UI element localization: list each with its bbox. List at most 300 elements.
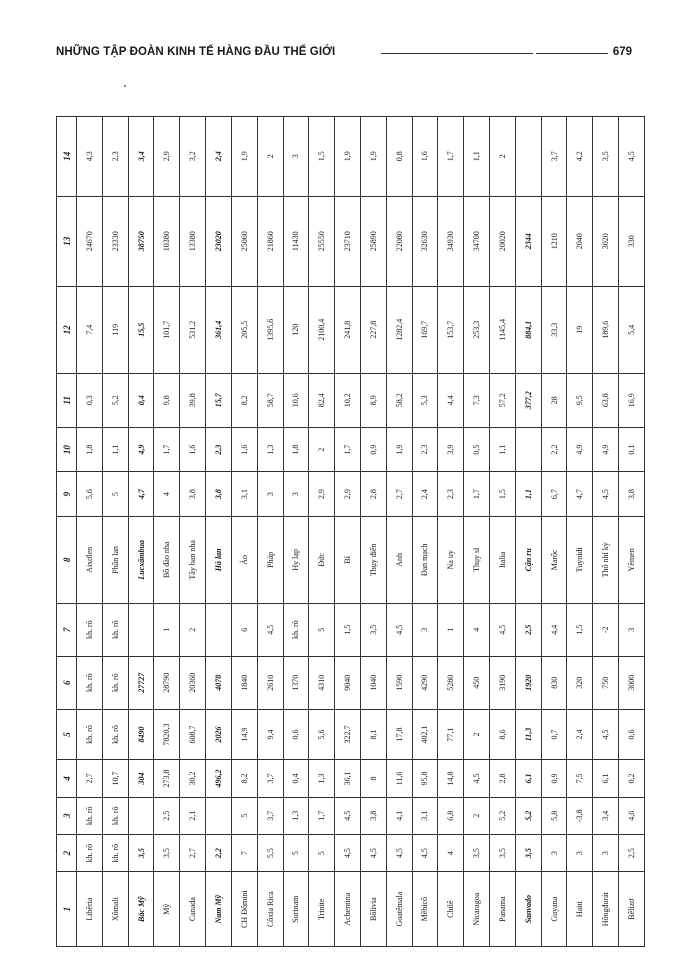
table-cell: 28790 bbox=[154, 656, 180, 709]
table-cell: 3,7 bbox=[257, 797, 283, 834]
column-number: 12 bbox=[57, 286, 77, 373]
table-cell: 6,1 bbox=[515, 760, 541, 797]
table-cell: 1,5 bbox=[335, 603, 361, 656]
table-row bbox=[360, 117, 386, 947]
country-cell: Chilê bbox=[438, 872, 464, 947]
table-cell: 3 bbox=[619, 603, 645, 656]
table-row bbox=[102, 117, 128, 947]
country-cell: Bồ đào nha bbox=[154, 516, 180, 603]
table-cell: 2,5 bbox=[619, 834, 645, 871]
table-row bbox=[541, 117, 567, 947]
table-cell: 2 bbox=[464, 709, 490, 760]
table-cell: 1,7 bbox=[335, 427, 361, 472]
table-cell: 3,5 bbox=[515, 834, 541, 871]
table-cell: 4,9 bbox=[593, 427, 619, 472]
table-cell: kh. rõ bbox=[77, 656, 103, 709]
column-number: 6 bbox=[57, 656, 77, 709]
table-cell bbox=[515, 117, 541, 197]
table-cell: 8490 bbox=[128, 709, 154, 760]
table-cell: 320 bbox=[567, 656, 593, 709]
table-cell: 4,7 bbox=[128, 472, 154, 517]
table-cell: 1,8 bbox=[283, 427, 309, 472]
table-cell: 2040 bbox=[567, 196, 593, 286]
table-cell: 2 bbox=[257, 117, 283, 197]
table-cell: 6,1 bbox=[593, 760, 619, 797]
table-cell: 5,4 bbox=[619, 286, 645, 373]
table-cell: 8 bbox=[360, 760, 386, 797]
table-cell: 3,8 bbox=[180, 472, 206, 517]
table-cell: 15,7 bbox=[206, 373, 232, 427]
country-cell: Pháp bbox=[257, 516, 283, 603]
table-cell: 27727 bbox=[128, 656, 154, 709]
table-cell: 3,7 bbox=[257, 760, 283, 797]
table-cell: 5,3 bbox=[412, 373, 438, 427]
country-cell: Bỉ bbox=[335, 516, 361, 603]
country-cell: Achentina bbox=[335, 872, 361, 947]
table-cell: 9,4 bbox=[257, 709, 283, 760]
table-cell: 322,7 bbox=[335, 709, 361, 760]
table-cell: 1,7 bbox=[309, 797, 335, 834]
table-cell: 25550 bbox=[309, 196, 335, 286]
table-cell: 30,2 bbox=[180, 760, 206, 797]
table-cell: 241,8 bbox=[335, 286, 361, 373]
table-cell: 9,5 bbox=[567, 373, 593, 427]
table-row bbox=[154, 117, 180, 947]
country-cell: Panama bbox=[490, 872, 516, 947]
table-row bbox=[77, 117, 103, 947]
table-cell: 3,5 bbox=[490, 834, 516, 871]
table-cell: 2,9 bbox=[154, 117, 180, 197]
table-cell: 32630 bbox=[412, 196, 438, 286]
table-cell: 16,9 bbox=[619, 373, 645, 427]
table-cell: 3,8 bbox=[360, 797, 386, 834]
table-cell: 4,5 bbox=[619, 117, 645, 197]
table-cell: 8,1 bbox=[360, 709, 386, 760]
table-row bbox=[593, 117, 619, 947]
table-cell: 1,1 bbox=[102, 427, 128, 472]
table-cell: 20360 bbox=[180, 656, 206, 709]
table-cell: 10,2 bbox=[335, 373, 361, 427]
table-cell: 3 bbox=[412, 603, 438, 656]
table-cell bbox=[128, 603, 154, 656]
country-cell: Aixơlen bbox=[77, 516, 103, 603]
table-cell: 1590 bbox=[386, 656, 412, 709]
rotated-table bbox=[56, 116, 645, 947]
table-cell: 14,9 bbox=[231, 709, 257, 760]
table-cell: 4,1 bbox=[386, 797, 412, 834]
table-cell: 2100,4 bbox=[309, 286, 335, 373]
table-cell: 361,4 bbox=[206, 286, 232, 373]
running-head-rule bbox=[381, 53, 533, 54]
column-number: 9 bbox=[57, 472, 77, 517]
table-header-row bbox=[57, 117, 77, 947]
table-cell: 377,2 bbox=[515, 373, 541, 427]
country-cell: Thổ nhĩ kỳ bbox=[593, 516, 619, 603]
table-cell: 330 bbox=[619, 196, 645, 286]
table-cell: 0,9 bbox=[541, 760, 567, 797]
table-cell: 1,6 bbox=[231, 427, 257, 472]
table-cell: kh. rõ bbox=[283, 603, 309, 656]
country-cell: CH Đômini bbox=[231, 872, 257, 947]
table-cell: 1 bbox=[154, 603, 180, 656]
table-body bbox=[77, 117, 645, 947]
table-cell: 5 bbox=[231, 797, 257, 834]
table-cell: 1,9 bbox=[360, 117, 386, 197]
table-cell: kh. rõ bbox=[102, 834, 128, 871]
table-cell: 1,5 bbox=[567, 603, 593, 656]
table-cell: 101,7 bbox=[154, 286, 180, 373]
table-cell: 4,3 bbox=[77, 117, 103, 197]
table-cell: 4,5 bbox=[386, 834, 412, 871]
table-cell: 3 bbox=[283, 117, 309, 197]
table-cell: 5 bbox=[283, 834, 309, 871]
table-cell: 2,5 bbox=[515, 603, 541, 656]
table-cell: 19 bbox=[567, 286, 593, 373]
table-cell: 0,4 bbox=[283, 760, 309, 797]
country-cell: Libêria bbox=[77, 872, 103, 947]
table-cell: 884,1 bbox=[515, 286, 541, 373]
table-cell: 4,6 bbox=[619, 797, 645, 834]
table-cell: 4 bbox=[438, 834, 464, 871]
table-cell: 1,7 bbox=[438, 117, 464, 197]
table-row bbox=[206, 117, 232, 947]
table-cell: 4,5 bbox=[412, 834, 438, 871]
table-row bbox=[386, 117, 412, 947]
table-cell: 57,2 bbox=[490, 373, 516, 427]
table-row bbox=[231, 117, 257, 947]
table-cell: 3,5 bbox=[593, 117, 619, 197]
table-cell: 153,7 bbox=[438, 286, 464, 373]
table-cell: 1,9 bbox=[231, 117, 257, 197]
country-cell: Na uy bbox=[438, 516, 464, 603]
table-cell: 1210 bbox=[541, 196, 567, 286]
table-cell: 1,9 bbox=[335, 117, 361, 197]
table-cell: 1,1 bbox=[464, 117, 490, 197]
table-cell: 2,7 bbox=[386, 472, 412, 517]
running-head-rule bbox=[536, 53, 608, 54]
column-number: 4 bbox=[57, 760, 77, 797]
table-cell bbox=[206, 797, 232, 834]
table-cell: 0,1 bbox=[619, 427, 645, 472]
table-cell: 1040 bbox=[360, 656, 386, 709]
table-cell: 4,5 bbox=[386, 603, 412, 656]
table-cell: 4 bbox=[154, 472, 180, 517]
table-cell: 496,2 bbox=[206, 760, 232, 797]
table-cell: 4 bbox=[464, 603, 490, 656]
country-cell: Thụy sĩ bbox=[464, 516, 490, 603]
table-cell: 6,7 bbox=[541, 472, 567, 517]
table-cell: 5 bbox=[309, 603, 335, 656]
table-cell: 3,4 bbox=[593, 797, 619, 834]
table-cell: kh. rõ bbox=[77, 603, 103, 656]
statistics-table bbox=[56, 116, 645, 947]
column-number: 1 bbox=[57, 872, 77, 947]
country-cell: Đan mạch bbox=[412, 516, 438, 603]
country-cell: Mỹ bbox=[154, 872, 180, 947]
table-cell: 7,3 bbox=[464, 373, 490, 427]
table-cell: 253,3 bbox=[464, 286, 490, 373]
column-number: 8 bbox=[57, 516, 77, 603]
country-cell: Guyana bbox=[541, 872, 567, 947]
table-cell: 1,1 bbox=[515, 472, 541, 517]
table-cell: 4,5 bbox=[464, 760, 490, 797]
table-cell: 4,7 bbox=[567, 472, 593, 517]
table-cell: 1,5 bbox=[309, 117, 335, 197]
table-cell: 1,9 bbox=[386, 427, 412, 472]
table-cell: 3,8 bbox=[619, 472, 645, 517]
table-cell: 2,4 bbox=[412, 472, 438, 517]
table-cell: 1,6 bbox=[412, 117, 438, 197]
table-cell: 2,9 bbox=[335, 472, 361, 517]
column-number: 14 bbox=[57, 117, 77, 197]
table-cell: 7,4 bbox=[77, 286, 103, 373]
table-cell: 20020 bbox=[490, 196, 516, 286]
country-cell: Lucxămbua bbox=[128, 516, 154, 603]
table-cell: 23710 bbox=[335, 196, 361, 286]
table-cell: 2,1 bbox=[180, 797, 206, 834]
table-row bbox=[335, 117, 361, 947]
country-cell: Trinite bbox=[309, 872, 335, 947]
table-cell: 2 bbox=[490, 117, 516, 197]
country-cell: Tuynidi bbox=[567, 516, 593, 603]
table-cell: 33,3 bbox=[541, 286, 567, 373]
country-cell: Anh bbox=[386, 516, 412, 603]
table-cell: 3,1 bbox=[231, 472, 257, 517]
table-row bbox=[515, 117, 541, 947]
table-row bbox=[180, 117, 206, 947]
table-cell: 3,8 bbox=[206, 472, 232, 517]
table-cell bbox=[515, 427, 541, 472]
country-cell: Tây ban nha bbox=[180, 516, 206, 603]
table-cell: kh. rõ bbox=[77, 709, 103, 760]
table-cell: 5,5 bbox=[257, 834, 283, 871]
column-number: 3 bbox=[57, 797, 77, 834]
table-cell: 5 bbox=[309, 834, 335, 871]
table-cell: 3,4 bbox=[128, 117, 154, 197]
table-cell: kh. rõ bbox=[102, 656, 128, 709]
table-cell: 4,4 bbox=[438, 373, 464, 427]
country-cell: Mêhicô bbox=[412, 872, 438, 947]
country-cell: Haiti bbox=[567, 872, 593, 947]
table-cell: 1840 bbox=[231, 656, 257, 709]
table-cell: 2,9 bbox=[309, 472, 335, 517]
table-cell: 58,7 bbox=[257, 373, 283, 427]
table-cell: 14,8 bbox=[438, 760, 464, 797]
country-cell: Bắc Mỹ bbox=[128, 872, 154, 947]
table-cell: 2,7 bbox=[77, 760, 103, 797]
table-cell: 0,6 bbox=[619, 709, 645, 760]
table-cell: 1282,4 bbox=[386, 286, 412, 373]
table-cell: 4,9 bbox=[128, 427, 154, 472]
table-cell: 77,1 bbox=[438, 709, 464, 760]
table-cell: 0,7 bbox=[541, 709, 567, 760]
table-row bbox=[128, 117, 154, 947]
country-cell: Cận ru bbox=[515, 516, 541, 603]
country-cell: Italia bbox=[490, 516, 516, 603]
table-cell: 8,9 bbox=[360, 373, 386, 427]
table-cell: 1920 bbox=[515, 656, 541, 709]
table-cell: 0,8 bbox=[386, 117, 412, 197]
table-row bbox=[567, 117, 593, 947]
table-cell: 5 bbox=[102, 472, 128, 517]
table-cell: 13380 bbox=[180, 196, 206, 286]
table-cell: 6,8 bbox=[438, 797, 464, 834]
table-cell: 2,3 bbox=[206, 427, 232, 472]
table-cell: 2,4 bbox=[206, 117, 232, 197]
table-cell: 7,5 bbox=[567, 760, 593, 797]
table-cell: 531,2 bbox=[180, 286, 206, 373]
table-cell: 2 bbox=[180, 603, 206, 656]
table-cell: 0,2 bbox=[619, 760, 645, 797]
column-number: 2 bbox=[57, 834, 77, 871]
table-cell: 0,4 bbox=[128, 373, 154, 427]
country-cell: Bêlizơ bbox=[619, 872, 645, 947]
table-cell: 189,6 bbox=[593, 286, 619, 373]
table-cell: 4290 bbox=[412, 656, 438, 709]
table-cell: 3,5 bbox=[464, 834, 490, 871]
table-cell: 5,2 bbox=[102, 373, 128, 427]
table-cell: 4,2 bbox=[567, 117, 593, 197]
table-cell: 95,8 bbox=[412, 760, 438, 797]
table-cell: kh. rõ bbox=[77, 834, 103, 871]
column-number: 7 bbox=[57, 603, 77, 656]
table-cell: 4,5 bbox=[335, 834, 361, 871]
table-cell: 1,3 bbox=[257, 427, 283, 472]
table-cell: 5,2 bbox=[490, 797, 516, 834]
table-cell: 2026 bbox=[206, 709, 232, 760]
table-cell: 3,5 bbox=[128, 834, 154, 871]
table-cell: 2,2 bbox=[206, 834, 232, 871]
table-cell: 21860 bbox=[257, 196, 283, 286]
table-cell: -3,8 bbox=[567, 797, 593, 834]
table-cell: 3,2 bbox=[180, 117, 206, 197]
table-cell: 8,6 bbox=[490, 709, 516, 760]
table-cell: 7820,3 bbox=[154, 709, 180, 760]
table-row bbox=[619, 117, 645, 947]
table-cell: 5,8 bbox=[541, 797, 567, 834]
page-number: 679 bbox=[612, 46, 632, 58]
country-cell: Côxta Rica bbox=[257, 872, 283, 947]
table-cell: 1,6 bbox=[180, 427, 206, 472]
table-cell: 7 bbox=[231, 834, 257, 871]
table-cell: 3 bbox=[541, 834, 567, 871]
table-cell: 23020 bbox=[206, 196, 232, 286]
table-cell: 1395,6 bbox=[257, 286, 283, 373]
table-cell bbox=[128, 797, 154, 834]
table-cell: kh. rõ bbox=[77, 797, 103, 834]
country-cell: Hôngđurát bbox=[593, 872, 619, 947]
table-cell: 750 bbox=[593, 656, 619, 709]
table-cell: 8,2 bbox=[231, 760, 257, 797]
country-cell: Áo bbox=[231, 516, 257, 603]
table-cell: 450 bbox=[464, 656, 490, 709]
table-cell bbox=[206, 603, 232, 656]
country-cell: Marốc bbox=[541, 516, 567, 603]
table-cell: 11,6 bbox=[386, 760, 412, 797]
table-cell: 0,6 bbox=[283, 709, 309, 760]
table-row bbox=[257, 117, 283, 947]
table-cell: 1,1 bbox=[490, 427, 516, 472]
table-cell: 1,3 bbox=[309, 760, 335, 797]
table-cell: 1370 bbox=[283, 656, 309, 709]
table-cell: 4,5 bbox=[257, 603, 283, 656]
table-cell: 1145,4 bbox=[490, 286, 516, 373]
table-cell: 5,6 bbox=[309, 709, 335, 760]
table-cell: 2,2 bbox=[541, 427, 567, 472]
country-cell: Thụy điển bbox=[360, 516, 386, 603]
table-cell: 4078 bbox=[206, 656, 232, 709]
table-cell: 120 bbox=[283, 286, 309, 373]
country-cell: Sanvado bbox=[515, 872, 541, 947]
table-cell: 4,5 bbox=[490, 603, 516, 656]
table-cell: 23330 bbox=[102, 196, 128, 286]
table-cell: 830 bbox=[541, 656, 567, 709]
speck bbox=[124, 85, 126, 87]
table-cell: 2,8 bbox=[490, 760, 516, 797]
table-cell: 1,7 bbox=[464, 472, 490, 517]
table-cell: 17,8 bbox=[386, 709, 412, 760]
table-cell: 2344 bbox=[515, 196, 541, 286]
table-cell: 4,9 bbox=[567, 427, 593, 472]
table-cell: 1 bbox=[438, 603, 464, 656]
table-cell: 82,4 bbox=[309, 373, 335, 427]
table-cell: 6 bbox=[231, 603, 257, 656]
table-cell: 3 bbox=[257, 472, 283, 517]
table-row bbox=[412, 117, 438, 947]
country-cell: Surinam bbox=[283, 872, 309, 947]
column-number: 10 bbox=[57, 427, 77, 472]
table-cell: 273,8 bbox=[154, 760, 180, 797]
table-cell: 2 bbox=[309, 427, 335, 472]
table-cell: 608,7 bbox=[180, 709, 206, 760]
country-cell: Bôlivia bbox=[360, 872, 386, 947]
table-cell: 3,9 bbox=[438, 427, 464, 472]
table-cell: 4310 bbox=[309, 656, 335, 709]
table-cell: 205,5 bbox=[231, 286, 257, 373]
table-cell: 39,8 bbox=[180, 373, 206, 427]
table-row bbox=[283, 117, 309, 947]
table-cell: 11,3 bbox=[515, 709, 541, 760]
table-cell: 2 bbox=[464, 797, 490, 834]
table-cell: 25060 bbox=[231, 196, 257, 286]
table-cell: 10,6 bbox=[283, 373, 309, 427]
table-row bbox=[309, 117, 335, 947]
table-cell: -2 bbox=[593, 603, 619, 656]
column-number: 11 bbox=[57, 373, 77, 427]
table-cell: kh. rõ bbox=[102, 797, 128, 834]
table-cell: 1,3 bbox=[283, 797, 309, 834]
country-cell: Nam Mỹ bbox=[206, 872, 232, 947]
table-cell: 9040 bbox=[335, 656, 361, 709]
table-cell: 1,7 bbox=[154, 427, 180, 472]
running-head bbox=[56, 46, 632, 62]
rotated-table-frame bbox=[56, 116, 645, 947]
table-cell: 2,4 bbox=[567, 709, 593, 760]
table-cell: 2,3 bbox=[102, 117, 128, 197]
table-cell: 2,3 bbox=[412, 427, 438, 472]
country-cell: Nicaragoa bbox=[464, 872, 490, 947]
table-row bbox=[438, 117, 464, 947]
table-cell: 5,2 bbox=[515, 797, 541, 834]
table-cell: 119 bbox=[102, 286, 128, 373]
table-cell: 34930 bbox=[438, 196, 464, 286]
table-cell: 4,5 bbox=[360, 834, 386, 871]
table-cell: 3190 bbox=[490, 656, 516, 709]
table-cell: 10380 bbox=[154, 196, 180, 286]
table-cell: 3,7 bbox=[541, 117, 567, 197]
table-cell: 3000 bbox=[619, 656, 645, 709]
table-cell: 0,9 bbox=[360, 427, 386, 472]
